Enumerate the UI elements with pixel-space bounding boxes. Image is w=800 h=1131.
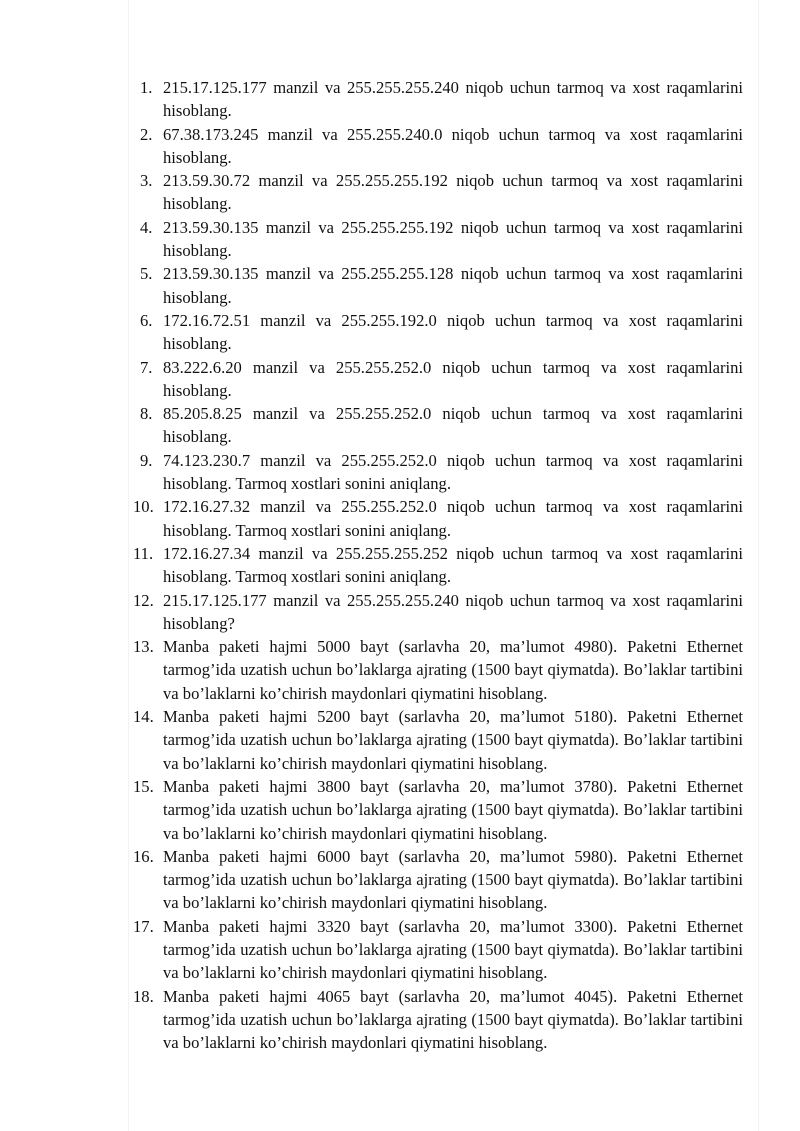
item-text: 213.59.30.135 manzil va 255.255.255.192 niqob uchun tarmoq va xost raqamlarini hisoblang. [163, 217, 743, 261]
item-text: Manba paketi hajmi 3800 bayt (sarlavha 20, ma’lumot 3780). Paketni Ethernet tarmog’ida uzatish uchun bo’laklarga ajrating (1500 bayt qiymatda). Bo’laklar tartibini va bo’laklarni ko’chirish maydonlari qiymatini hisoblang. [163, 776, 743, 843]
right-margin-guide [758, 0, 759, 1131]
item-number: 7. [140, 357, 153, 377]
list-item [0, 309, 743, 356]
list-item [0, 705, 743, 775]
item-number: 14. [133, 707, 154, 727]
list-item [0, 542, 743, 589]
list-item [0, 449, 743, 496]
item-number: 4. [140, 217, 153, 237]
list-item [0, 356, 743, 403]
item-text: 213.59.30.135 manzil va 255.255.255.128 niqob uchun tarmoq va xost raqamlarini hisoblang. [163, 264, 743, 307]
item-text: Manba paketi hajmi 3320 bayt (sarlavha 20, ma’lumot 3300). Paketni Ethernet tarmog’ida uzatish uchun bo’laklarga ajrating (1500 bayt qiymatda). Bo’laklar tartibini va bo’laklarni ko’chirish maydonlari qiymatini hisoblang. [163, 916, 743, 983]
item-text: 172.16.72.51 manzil va 255.255.192.0 niqob uchun tarmoq va xost raqamlarini hisoblang. [163, 310, 743, 354]
item-number: 12. [133, 590, 154, 610]
item-text: 172.16.27.32 manzil va 255.255.252.0 niqob uchun tarmoq va xost raqamlarini hisoblang. Tarmoq xostlari sonini aniqlang. [163, 497, 743, 540]
list-item [0, 402, 743, 449]
list-item [0, 985, 743, 1055]
list-item [0, 635, 743, 705]
item-text: 172.16.27.34 manzil va 255.255.255.252 niqob uchun tarmoq va xost raqamlarini hisoblang. Tarmoq xostlari sonini aniqlang. [163, 543, 743, 587]
item-text: 74.123.230.7 manzil va 255.255.252.0 niqob uchun tarmoq va xost raqamlarini hisoblang. Tarmoq xostlari sonini aniqlang. [163, 450, 743, 494]
item-number: 8. [140, 404, 153, 424]
item-number: 6. [140, 310, 153, 330]
list-item [0, 775, 743, 845]
item-number: 17. [133, 916, 154, 936]
list-item [0, 845, 743, 915]
list-item [0, 216, 743, 263]
item-text: 213.59.30.72 manzil va 255.255.255.192 niqob uchun tarmoq va xost raqamlarini hisoblang. [163, 171, 743, 214]
item-number: 9. [140, 450, 153, 470]
item-number: 10. [133, 497, 154, 517]
task-list [0, 76, 743, 1054]
list-item [0, 915, 743, 985]
list-item [0, 123, 743, 170]
item-number: 15. [133, 776, 154, 796]
item-text: Manba paketi hajmi 5000 bayt (sarlavha 20, ma’lumot 4980). Paketni Ethernet tarmog’ida uzatish uchun bo’laklarga ajrating (1500 bayt qiymatda). Bo’laklar tartibini va bo’laklarni ko’chirish maydonlari qiymatini hisoblang. [163, 637, 743, 703]
item-number: 1. [140, 78, 153, 97]
item-number: 18. [133, 986, 154, 1006]
item-text: 83.222.6.20 manzil va 255.255.252.0 niqob uchun tarmoq va xost raqamlarini hisoblang. [163, 357, 743, 400]
list-item [0, 589, 743, 636]
list-item [0, 495, 743, 542]
list-item [0, 76, 743, 123]
item-text: 85.205.8.25 manzil va 255.255.252.0 niqob uchun tarmoq va xost raqamlarini hisoblang. [163, 404, 743, 447]
item-number: 11. [133, 543, 154, 563]
item-number: 5. [140, 264, 153, 284]
item-number: 13. [133, 637, 154, 657]
item-text: 67.38.173.245 manzil va 255.255.240.0 niqob uchun tarmoq va xost raqamlarini hisoblang. [163, 124, 743, 167]
item-text: 215.17.125.177 manzil va 255.255.255.240 niqob uchun tarmoq va xost raqamlarini hisoblang. [163, 78, 743, 121]
item-text: Manba paketi hajmi 4065 bayt (sarlavha 20, ma’lumot 4045). Paketni Ethernet tarmog’ida uzatish uchun bo’laklarga ajrating (1500 bayt qiymatda). Bo’laklar tartibini va bo’laklarni ko’chirish maydonlari qiymatini hisoblang. [163, 986, 743, 1053]
item-text: 215.17.125.177 manzil va 255.255.255.240 niqob uchun tarmoq va xost raqamlarini hisoblang? [163, 590, 743, 633]
item-text: Manba paketi hajmi 6000 bayt (sarlavha 20, ma’lumot 5980). Paketni Ethernet tarmog’ida uzatish uchun bo’laklarga ajrating (1500 bayt qiymatda). Bo’laklar tartibini va bo’laklarni ko’chirish maydonlari qiymatini hisoblang. [163, 846, 743, 913]
item-number: 16. [133, 846, 154, 866]
item-number: 2. [140, 124, 153, 144]
item-number: 3. [140, 171, 153, 191]
item-text: Manba paketi hajmi 5200 bayt (sarlavha 20, ma’lumot 5180). Paketni Ethernet tarmog’ida uzatish uchun bo’laklarga ajrating (1500 bayt qiymatda). Bo’laklar tartibini va bo’laklarni ko’chirish maydonlari qiymatini hisoblang. [163, 707, 743, 773]
list-item [0, 169, 743, 216]
list-item [0, 262, 743, 309]
